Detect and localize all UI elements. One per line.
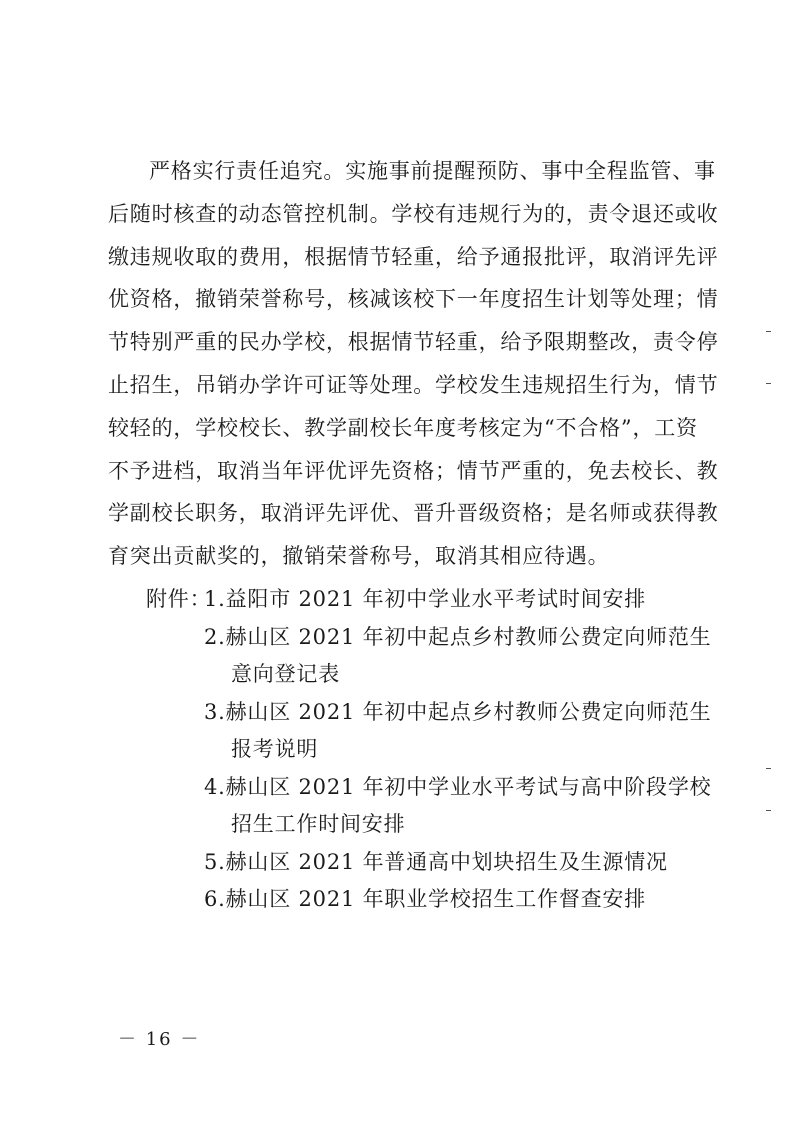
attachment-item (108, 619, 712, 657)
paragraph-line: 较轻的，学校校长、教学副校长年度考核定为“不合格”，工资 (108, 415, 698, 440)
scan-edge-mark (766, 383, 771, 384)
attachment-item-continuation (108, 806, 708, 844)
attachment-item (108, 881, 708, 919)
scan-edge-mark (766, 768, 771, 769)
attachments-list (108, 581, 712, 919)
body-paragraph (108, 150, 719, 578)
attachment-title: 1.益阳市 2021 年初中学业水平考试时间安排 (204, 587, 647, 611)
paragraph-line: 节特别严重的民办学校，根据情节轻重，给予限期整改，责令停 (108, 330, 719, 355)
attachment-title-continuation: 意向登记表 (231, 662, 340, 686)
paragraph-line: 严格实行责任追究。实施事前提醒预防、事中全程监管、事 (149, 159, 716, 183)
page-number: － 16 － (118, 1029, 201, 1050)
attachment-title: 5.赫山区 2021 年普通高中划块招生及生源情况 (204, 849, 668, 874)
paragraph-line: 后随时核查的动态管控机制。学校有违规行为的，责令退还或收 (108, 201, 719, 226)
attachment-item-continuation (108, 656, 708, 694)
attachment-title: 3.赫山区 2021 年初中起点乡村教师公费定向师范生 (204, 699, 712, 724)
scan-edge-mark (766, 331, 771, 332)
attachment-title: 2.赫山区 2021 年初中起点乡村教师公费定向师范生 (204, 624, 712, 649)
attachment-title: 6.赫山区 2021 年职业学校招生工作督查安排 (204, 887, 647, 911)
paragraph-line: 止招生，吊销办学许可证等处理。学校发生违规招生行为，情节 (108, 372, 719, 397)
attachment-item (108, 769, 712, 807)
paragraph-line: 缴违规收取的费用，根据情节轻重，给予通报批评，取消评先评 (108, 244, 719, 269)
attachment-item (108, 581, 708, 619)
paragraph-line: 学副校长职务，取消评先评优、晋升晋级资格；是名师或获得教 (108, 501, 719, 526)
attachment-title: 4.赫山区 2021 年初中学业水平考试与高中阶段学校 (204, 774, 712, 799)
paragraph-line: 不予进档，取消当年评优评先资格；情节严重的，免去校长、教 (108, 458, 719, 483)
attachment-item (108, 844, 708, 882)
scan-edge-mark (766, 810, 771, 811)
attachment-item-continuation (108, 731, 708, 769)
attachment-title-continuation: 报考说明 (231, 737, 319, 761)
paragraph-line: 育突出贡献奖的，撤销荣誉称号，取消其相应待遇。 (108, 544, 610, 569)
attachment-item (108, 694, 712, 732)
attachments-label: 附件： (146, 587, 212, 611)
paragraph-line: 优资格，撤销荣誉称号，核减该校下一年度招生计划等处理；情 (108, 287, 719, 312)
attachment-title-continuation: 招生工作时间安排 (231, 812, 406, 836)
